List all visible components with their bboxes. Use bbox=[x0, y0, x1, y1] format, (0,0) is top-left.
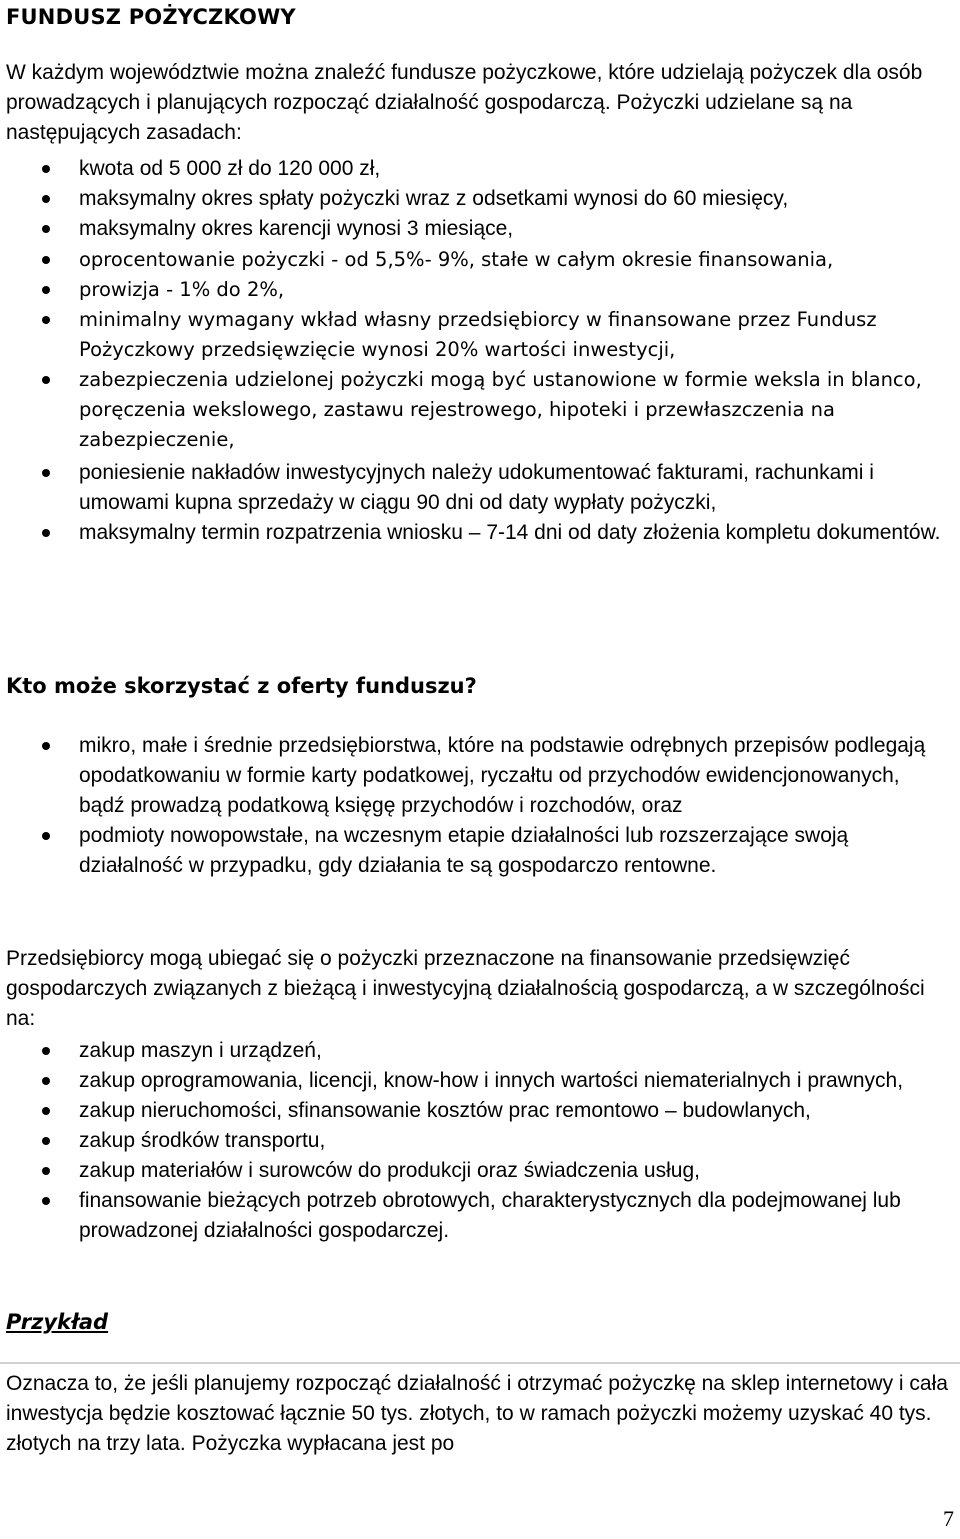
list-item: zakup materiałów i surowców do produkcji oraz świadczenia usług, bbox=[0, 1156, 960, 1186]
list-item: oprocentowanie pożyczki - od 5,5%- 9%, stałe w całym okresie finansowania, bbox=[0, 245, 960, 275]
list-item: prowizja - 1% do 2%, bbox=[0, 275, 960, 305]
list-item: kwota od 5 000 zł do 120 000 zł, bbox=[0, 154, 960, 184]
rules-list-c bbox=[0, 458, 960, 548]
purpose-list bbox=[0, 1036, 960, 1246]
list-item: finansowanie bieżących potrzeb obrotowych, charakterystycznych dla podejmowanej lub prowadzonej działalności gospodarczej. bbox=[0, 1186, 960, 1246]
list-item: zakup środków transportu, bbox=[0, 1126, 960, 1156]
divider bbox=[0, 1362, 960, 1364]
purpose-paragraph: Przedsiębiorcy mogą ubiegać się o pożyczki przeznaczone na finansowanie przedsięwzięć gospodarczych związanych z bieżącą i inwestycyjną działalnością gospodarczą, a w szczególności na: bbox=[6, 947, 925, 1030]
rules-list-a bbox=[0, 154, 960, 244]
list-item: maksymalny termin rozpatrzenia wniosku – 7-14 dni od daty złożenia kompletu dokumentów. bbox=[0, 518, 960, 548]
list-item: podmioty nowopowstałe, na wczesnym etapie działalności lub rozszerzające swoją działalność w przypadku, gdy działania te są gospodarczo rentowne. bbox=[0, 821, 960, 881]
example-heading: Przykład bbox=[6, 1310, 109, 1334]
rules-list-b bbox=[0, 245, 960, 455]
who-heading: Kto może skorzystać z oferty funduszu? bbox=[6, 674, 477, 698]
list-item: maksymalny okres spłaty pożyczki wraz z odsetkami wynosi do 60 miesięcy, bbox=[0, 184, 960, 214]
list-item: zakup nieruchomości, sfinansowanie kosztów prac remontowo – budowlanych, bbox=[0, 1096, 960, 1126]
who-list bbox=[0, 731, 960, 881]
list-item: mikro, małe i średnie przedsiębiorstwa, które na podstawie odrębnych przepisów podlegają opodatkowaniu w formie karty podatkowej, ryczałtu od przychodów ewidencjonowanych, bądź prowadzą podatkową księgę przychodów i rozchodów, oraz bbox=[0, 731, 960, 821]
list-item: zakup maszyn i urządzeń, bbox=[0, 1036, 960, 1066]
list-item: zakup oprogramowania, licencji, know-how i innych wartości niematerialnych i prawnych, bbox=[0, 1066, 960, 1096]
intro-paragraph: W każdym województwie można znaleźć fundusze pożyczkowe, które udzielają pożyczek dla osób prowadzących i planujących rozpocząć działalność gospodarczą. Pożyczki udzielane są na następujących zasadach: bbox=[6, 61, 923, 144]
list-item: maksymalny okres karencji wynosi 3 miesiące, bbox=[0, 214, 960, 244]
page-number: 7 bbox=[943, 1506, 954, 1531]
list-item: minimalny wymagany wkład własny przedsiębiorcy w finansowane przez Fundusz Pożyczkowy przedsięwzięcie wynosi 20% wartości inwestycji, bbox=[0, 305, 960, 365]
list-item: poniesienie nakładów inwestycyjnych należy udokumentować fakturami, rachunkami i umowami kupna sprzedaży w ciągu 90 dni od daty wypłaty pożyczki, bbox=[0, 458, 960, 518]
example-paragraph: Oznacza to, że jeśli planujemy rozpocząć działalność i otrzymać pożyczkę na sklep internetowy i cała inwestycja będzie kosztować łącznie 50 tys. złotych, to w ramach pożyczki możemy uzyskać 40 tys. złotych na trzy lata. Pożyczka wypłacana jest po bbox=[6, 1372, 948, 1455]
list-item: zabezpieczenia udzielonej pożyczki mogą być ustanowione w formie weksla in blanco, poręczenia wekslowego, zastawu rejestrowego, hipoteki i przewłaszczenia na zabezpieczenie, bbox=[0, 365, 960, 455]
page-title: FUNDUSZ POŻYCZKOWY bbox=[6, 5, 296, 29]
